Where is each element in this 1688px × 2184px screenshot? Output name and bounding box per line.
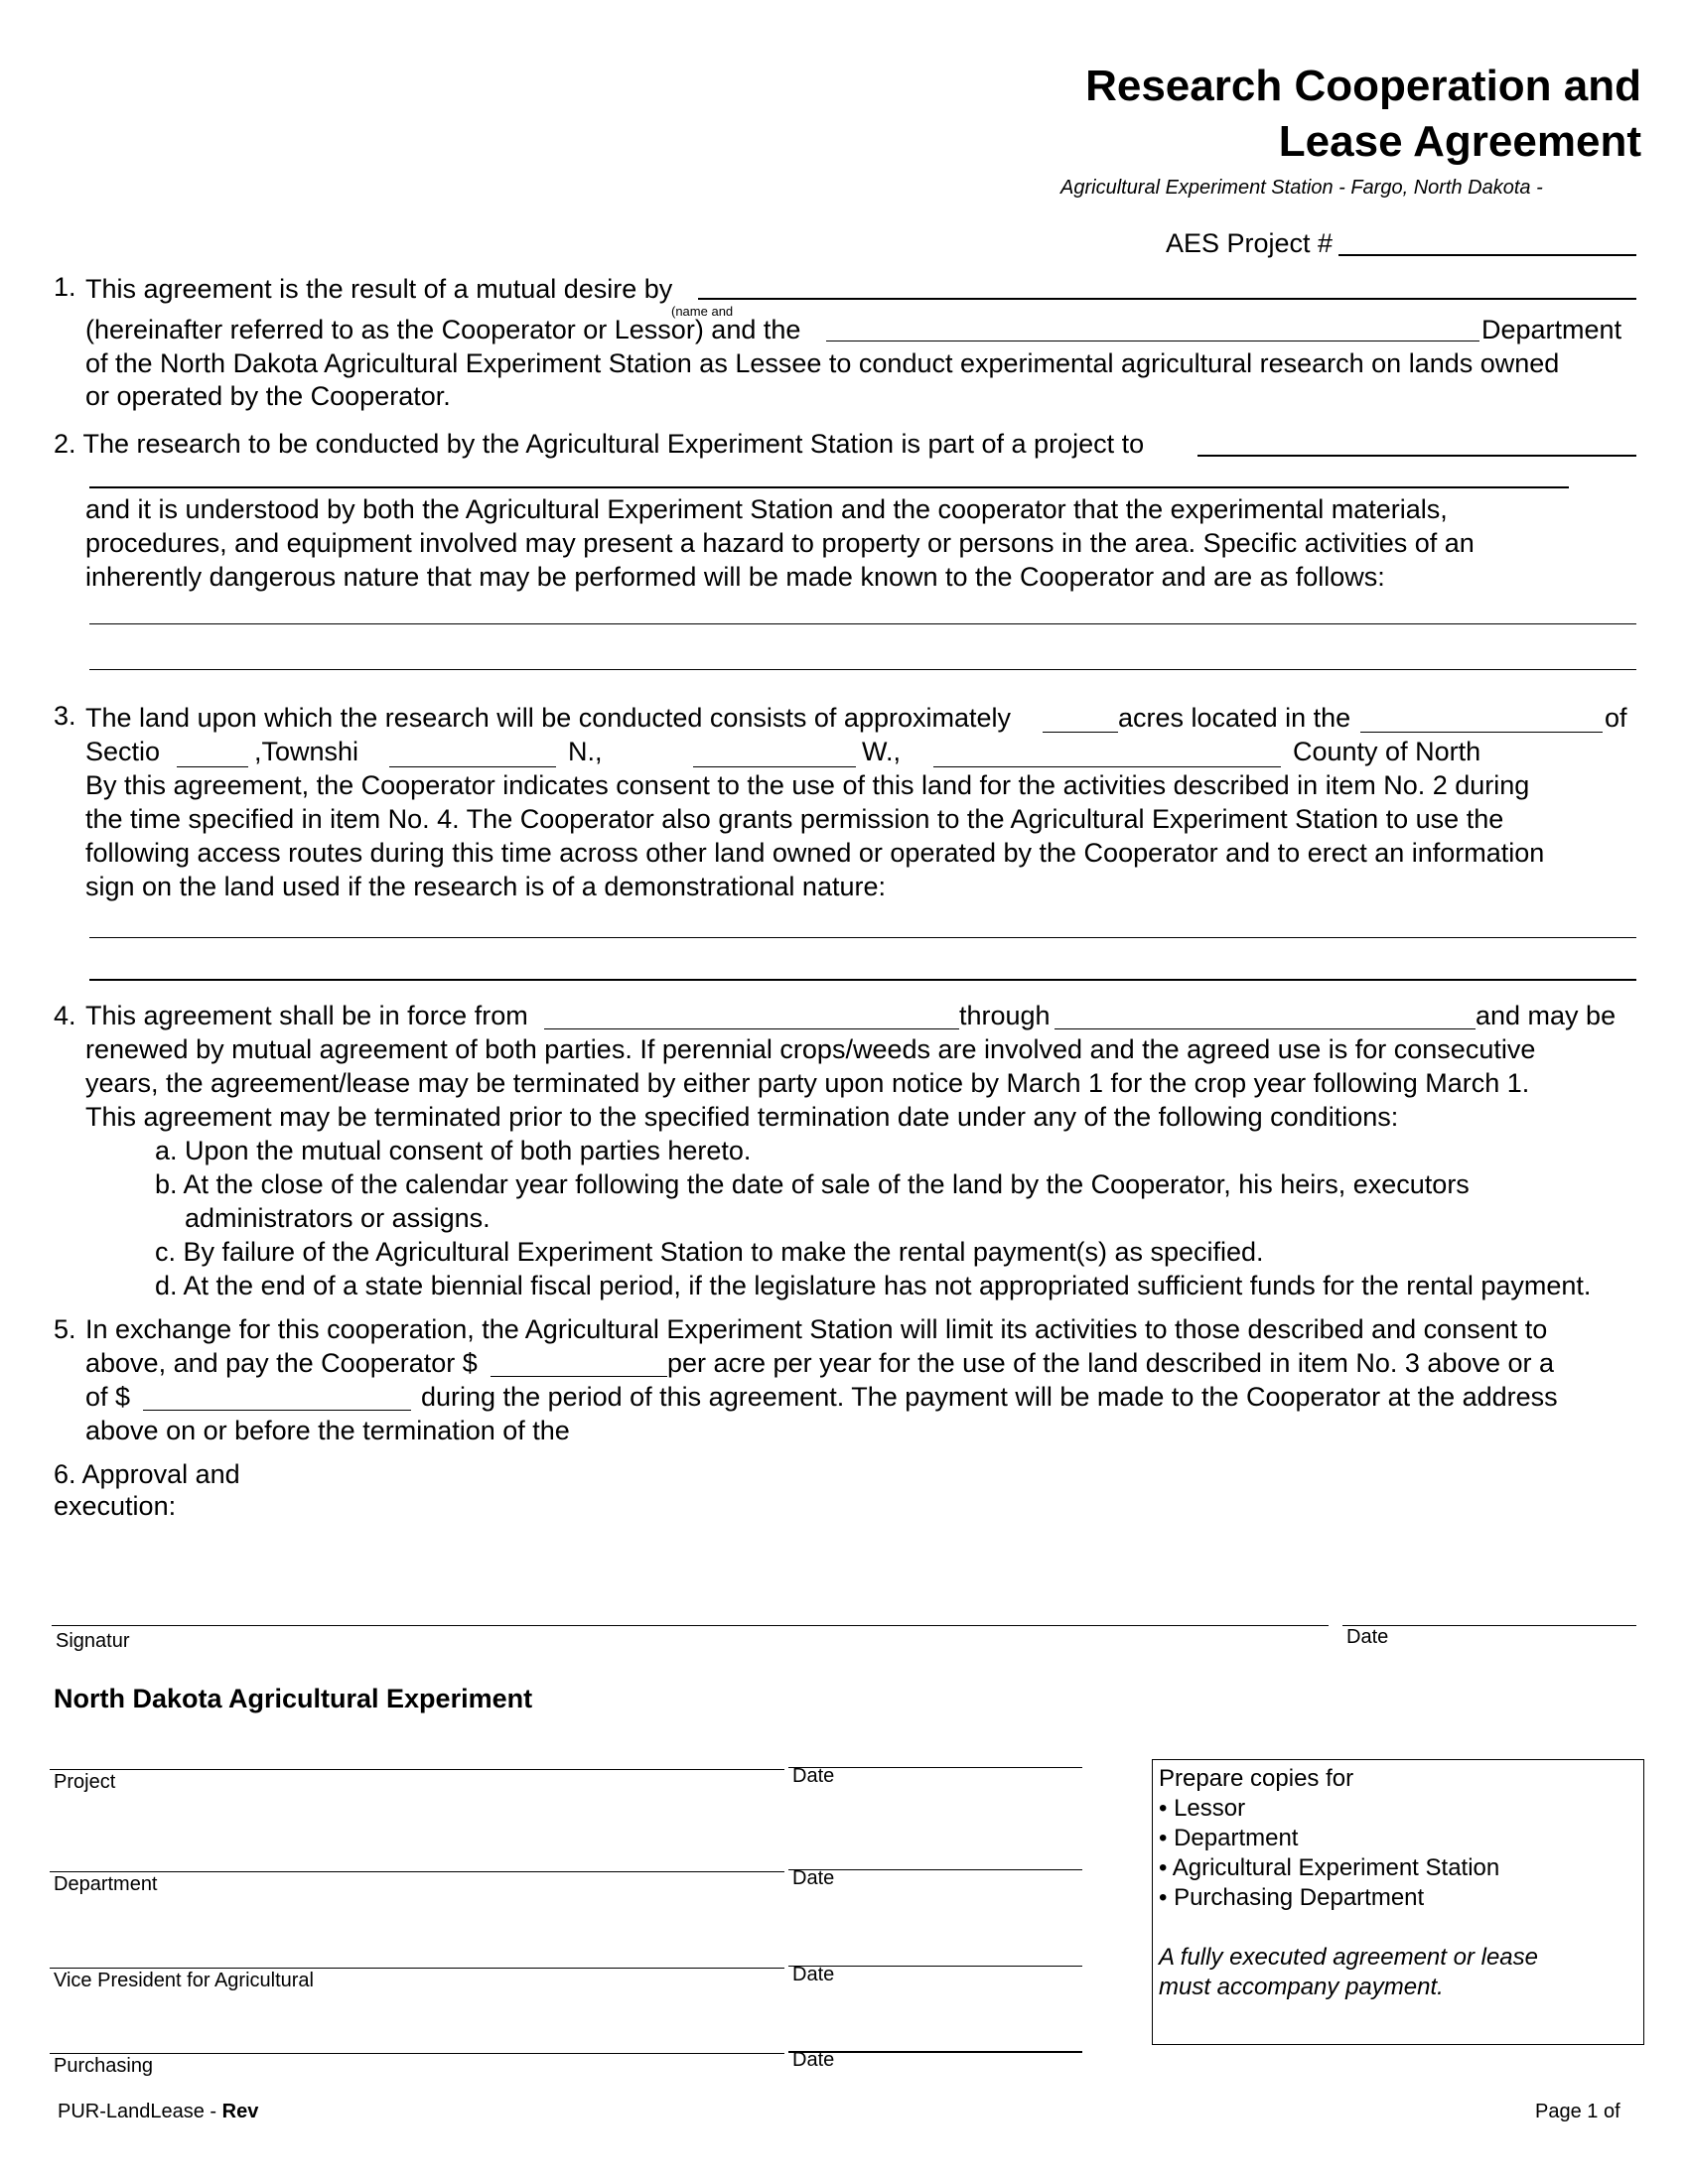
quarter-field[interactable]: [1360, 732, 1603, 733]
section-5-line-3a: of $: [85, 1382, 131, 1412]
project-label: Project: [54, 1771, 116, 1793]
west-label: W.,: [862, 737, 901, 766]
county-label: County of North: [1293, 737, 1481, 766]
project-date-label: Date: [792, 1765, 835, 1787]
section-number-field[interactable]: [177, 766, 248, 767]
copies-heading: Prepare copies for: [1159, 1765, 1354, 1792]
purchasing-signature-field[interactable]: [50, 2053, 784, 2054]
section-4-line-1c: and may be: [1476, 1001, 1617, 1030]
department-signature-field[interactable]: [50, 1871, 784, 1872]
section-5-line-3b: during the period of this agreement. The payment will be made to the Cooperator at the address: [421, 1382, 1558, 1412]
township-field[interactable]: [389, 766, 556, 767]
subtitle: Agricultural Experiment Station - Fargo, North Dakota -: [1060, 177, 1543, 199]
activities-field-2[interactable]: [89, 669, 1636, 670]
copies-box: [1152, 1759, 1644, 2045]
form-rev: Rev: [221, 2101, 259, 2122]
through-label: through: [959, 1001, 1051, 1030]
activities-field-1[interactable]: [89, 623, 1636, 624]
condition-c: c. By failure of the Agricultural Experiment Station to make the rental payment(s) as specified.: [155, 1237, 1264, 1267]
end-date-field[interactable]: [1055, 1028, 1476, 1029]
form-id: [58, 2101, 258, 2123]
vp-date-label: Date: [792, 1964, 835, 1985]
condition-b-2: administrators or assigns.: [185, 1203, 491, 1233]
signature-label: Signatur: [56, 1630, 130, 1652]
section-6-line-2: execution:: [54, 1491, 177, 1521]
vp-label: Vice President for Agricultural: [54, 1970, 314, 1991]
name-hint: (name and: [671, 304, 734, 319]
section-4-line-4: This agreement may be terminated prior to the specified termination date under any of the following conditions:: [85, 1102, 1399, 1132]
page-number: Page 1 of: [1535, 2101, 1620, 2122]
condition-a: a. Upon the mutual consent of both parties hereto.: [155, 1136, 752, 1165]
cooperator-name-field[interactable]: [698, 298, 1636, 300]
section-1-line-3: of the North Dakota Agricultural Experiment Station as Lessee to conduct experimental agricultural research on lands owned: [85, 348, 1560, 378]
cooperator-signature-field[interactable]: [52, 1625, 1329, 1626]
section-5-line-2b: per acre per year for the use of the land described in item No. 3 above or a: [667, 1348, 1555, 1378]
acres-field[interactable]: [1043, 732, 1118, 733]
section-5-line-4: above on or before the termination of the: [85, 1416, 570, 1445]
section-5-number: 5.: [54, 1314, 76, 1344]
section-5-line-2a: above, and pay the Cooperator $: [85, 1348, 478, 1378]
org-heading: North Dakota Agricultural Experiment: [54, 1684, 533, 1713]
form-id-text: PUR-LandLease -: [58, 2101, 222, 2122]
county-field[interactable]: [933, 766, 1281, 767]
access-routes-field-2[interactable]: [89, 979, 1636, 981]
per-acre-amount-field[interactable]: [491, 1376, 667, 1377]
access-routes-field-1[interactable]: [89, 937, 1636, 938]
title-line-2: Lease Agreement: [1278, 117, 1641, 166]
section-4-line-1a: This agreement shall be in force from: [85, 1001, 528, 1030]
section-1-number: 1.: [54, 272, 76, 302]
section-3-line-6: sign on the land used if the research is of a demonstrational nature:: [85, 872, 886, 901]
copies-note-2: must accompany payment.: [1159, 1974, 1444, 2000]
department-date-label: Date: [792, 1867, 835, 1889]
section-1-line-4: or operated by the Cooperator.: [85, 381, 451, 411]
condition-b-1: b. At the close of the calendar year following the date of sale of the land by the Cooperator, his heirs, executors: [155, 1169, 1470, 1199]
department-sig-label: Department: [54, 1873, 158, 1895]
section-4-line-3: years, the agreement/lease may be terminated by either party upon notice by March 1 for the crop year following March 1.: [85, 1068, 1530, 1098]
section-5-line-1: In exchange for this cooperation, the Agricultural Experiment Station will limit its activities to those described and consent to: [85, 1314, 1548, 1344]
section-label: Sectio: [85, 737, 161, 766]
copies-item-department: • Department: [1159, 1825, 1299, 1851]
aes-project-field[interactable]: [1338, 254, 1636, 256]
range-field[interactable]: [693, 766, 856, 767]
copies-note-1: A fully executed agreement or lease: [1159, 1944, 1538, 1971]
section-2-line-1: 2. The research to be conducted by the Agricultural Experiment Station is part of a project to: [54, 429, 1145, 459]
township-label: ,Townshi: [254, 737, 359, 766]
section-3-line-1a: The land upon which the research will be conducted consists of approximately: [85, 703, 1012, 733]
purchasing-date-label: Date: [792, 2049, 835, 2071]
section-3-line-3: By this agreement, the Cooperator indicates consent to the use of this land for the activities described in item No. 2 during: [85, 770, 1530, 800]
project-purpose-field[interactable]: [1197, 455, 1636, 457]
section-3-line-1c: of: [1605, 703, 1627, 733]
section-3-line-4: the time specified in item No. 4. The Cooperator also grants permission to the Agricultural Experiment Station to use the: [85, 804, 1504, 834]
start-date-field[interactable]: [544, 1028, 959, 1029]
copies-item-purchasing: • Purchasing Department: [1159, 1884, 1425, 1911]
section-2-line-4: inherently dangerous nature that may be performed will be made known to the Cooperator and are as follows:: [85, 562, 1385, 592]
north-label: N.,: [568, 737, 603, 766]
section-1-line-1: This agreement is the result of a mutual desire by: [85, 274, 673, 304]
section-2-line-3: procedures, and equipment involved may present a hazard to property or persons in the area. Specific activities of an: [85, 528, 1475, 558]
vp-signature-field[interactable]: [50, 1968, 784, 1969]
purchasing-label: Purchasing: [54, 2055, 154, 2077]
section-4-number: 4.: [54, 1001, 76, 1030]
aes-project-label: AES Project #: [1166, 228, 1334, 258]
project-purpose-field-2[interactable]: [89, 486, 1569, 488]
section-3-line-1b: acres located in the: [1118, 703, 1351, 733]
section-6-line-1: 6. Approval and: [54, 1459, 240, 1489]
title-line-1: Research Cooperation and: [1085, 62, 1641, 110]
copies-item-lessor: • Lessor: [1159, 1795, 1246, 1822]
section-1-line-2: (hereinafter referred to as the Cooperator or Lessor) and the: [85, 315, 801, 344]
total-amount-field[interactable]: [143, 1410, 411, 1411]
section-4-line-2: renewed by mutual agreement of both parties. If perennial crops/weeds are involved and the agreed use is for consecutive: [85, 1034, 1536, 1064]
cooperator-date-label: Date: [1346, 1626, 1389, 1648]
department-label: Department: [1481, 315, 1622, 344]
copies-item-aes: • Agricultural Experiment Station: [1159, 1854, 1500, 1881]
section-3-number: 3.: [54, 701, 76, 731]
project-signature-field[interactable]: [50, 1769, 784, 1770]
condition-d: d. At the end of a state biennial fiscal period, if the legislature has not appropriated sufficient funds for the rental payment.: [155, 1271, 1592, 1300]
section-3-line-5: following access routes during this time across other land owned or operated by the Cooperator and to erect an information: [85, 838, 1545, 868]
section-2-line-2: and it is understood by both the Agricultural Experiment Station and the cooperator that the experimental materials,: [85, 494, 1448, 524]
